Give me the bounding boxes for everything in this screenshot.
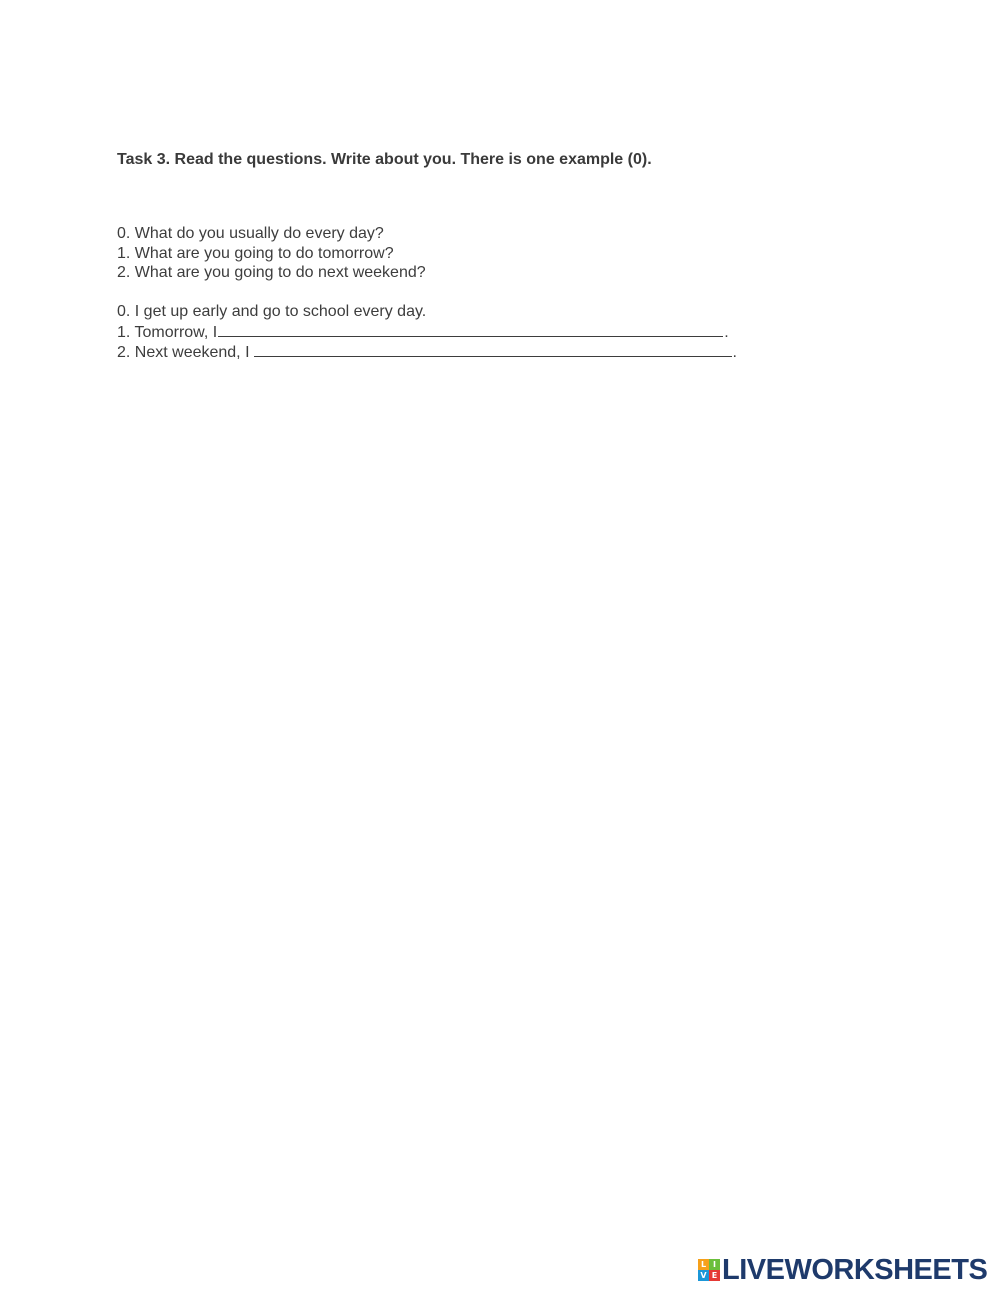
answer-prefix: 1. Tomorrow, I	[117, 323, 218, 341]
answer-item-2	[117, 342, 737, 363]
logo-block-v: V	[698, 1270, 709, 1281]
logo-block-e: E	[709, 1270, 720, 1281]
question-item: 0. What do you usually do every day?	[117, 225, 384, 242]
question-item: 1. What are you going to do tomorrow?	[117, 244, 394, 262]
liveworksheets-logo	[698, 1256, 987, 1284]
answer-blank-1[interactable]	[218, 322, 723, 337]
questions-list	[117, 224, 426, 283]
answer-end-punct: .	[724, 323, 729, 341]
answer-end-punct: .	[732, 344, 737, 362]
answer-prefix: 2. Next weekend, I	[117, 344, 250, 362]
answer-item-1	[117, 322, 737, 343]
logo-block-i: I	[709, 1259, 720, 1270]
question-item: 2. What are you going to do next weekend?	[117, 264, 426, 282]
live-blocks-icon	[698, 1259, 720, 1281]
answer-example: 0. I get up early and go to school every day.	[117, 303, 427, 320]
answer-blank-2[interactable]	[254, 342, 732, 357]
brand-name: LIVEWORKSHEETS	[722, 1254, 988, 1286]
task-title: Task 3. Read the questions. Write about you. There is one example (0).	[117, 151, 652, 168]
logo-block-l: L	[698, 1259, 709, 1270]
answers-list	[117, 302, 737, 363]
